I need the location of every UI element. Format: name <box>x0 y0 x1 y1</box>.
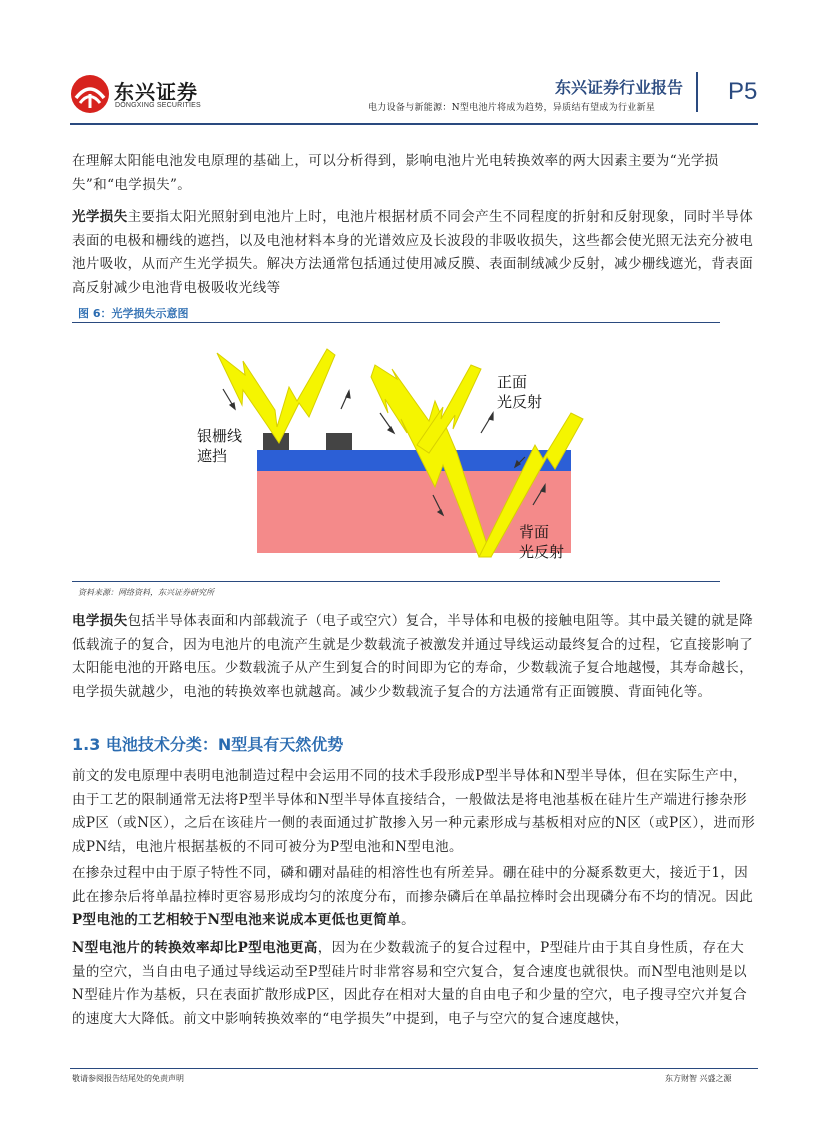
logo-text-en: DONGXING SECURITIES <box>115 102 201 109</box>
section-heading: 1.3 电池技术分类：N型具有天然优势 <box>72 735 344 754</box>
report-title: 东兴证券行业报告 <box>555 78 684 97</box>
report-subtitle: 电力设备与新能源：N型电池片将成为趋势，异质结有望成为行业新星 <box>368 103 656 113</box>
paragraph-n-type-efficiency <box>72 937 758 1031</box>
n-type-text: ，因为在少数载流子的复合过程中，P型硅片由于其自身性质，存在大量的空穴，当自由电子通过导线运动至P型硅片时非常容易和空穴复合，复合速度也就很快。而N型电池则是以N型硅片作为基板，只在表面扩散形成P区，因此存在相对大量的自由电子和少量的空穴，电子搜寻空穴并复合的速度大大降低。前文中影响转换效率的“电学损失”中提到，电子与空穴的复合速度越快， <box>72 940 747 1027</box>
page-number: P5 <box>728 78 758 105</box>
header-rule <box>70 123 758 125</box>
paragraph-intro: 在理解太阳能电池发电原理的基础上，可以分析得到，影响电池片光电转换效率的两大因素主要为“光学损失”和“电学损失”。 <box>72 153 719 193</box>
doping-end: 。 <box>401 912 415 928</box>
header-divider <box>696 72 698 112</box>
doping-conclusion: P型电池的工艺相较于N型电池来说成本更低也更简单 <box>72 912 402 928</box>
term-optical-loss: 光学损失 <box>72 209 128 225</box>
label-front-reflection-2: 光反射 <box>497 393 543 411</box>
doping-text: 在掺杂过程中由于原子特性不同，磷和硼对晶硅的相溶性也有所差异。硼在硅中的分凝系数更大，接近于1，因此在掺杂后将单晶拉棒时更容易形成均匀的浓度分布，而掺杂磷后在单晶拉棒时会出现磷分布不均的情况。因此 <box>72 865 754 905</box>
label-front-reflection-1: 正面 <box>497 373 528 391</box>
figure-source: 资料来源：网络资料，东兴证券研究所 <box>78 588 214 597</box>
paragraph-optical-loss <box>72 206 758 300</box>
label-grid-line-2: 遮挡 <box>197 447 228 465</box>
term-electrical-loss: 电学损失 <box>72 613 128 629</box>
footer-rule <box>70 1068 758 1069</box>
label-back-reflection-2: 光反射 <box>519 543 565 561</box>
electrical-loss-text: 包括半导体表面和内部载流子（电子或空穴）复合，半导体和电极的接触电阻等。其中最关键的就是降低载流子的复合，因为电池片的电流产生就是少数载流子被激发并通过导线运动最终复合的过程，它直接影响了太阳能电池的开路电压。少数载流子从产生到复合的时间即为它的寿命，少数载流子复合地越慢，其寿命越长，电学损失就越少，电池的转换效率也就越高。减少少数载流子复合的方法通常有正面镀膜、背面钝化等。 <box>72 613 754 700</box>
dongxing-logo-icon <box>70 74 110 114</box>
optical-loss-diagram <box>185 335 605 570</box>
footer-disclaimer: 敬请参阅报告结尾处的免责声明 <box>72 1074 184 1083</box>
paragraph-electrical-loss <box>72 610 758 704</box>
n-type-claim: N型电池片的转换效率却比P型电池更高 <box>72 940 318 956</box>
optical-loss-text: 主要指太阳光照射到电池片上时，电池片根据材质不同会产生不同程度的折射和反射现象，同时半导体表面的电极和栅线的遮挡，以及电池材料本身的光谱效应及长波段的非吸收损失，这些都会使光照无法充分被电池片吸收，从而产生光学损失。解决方法通常包括通过使用减反膜、表面制绒减少反射，减少栅线遮光，背表面高反射减少电池背电极吸收光线等 <box>72 209 754 296</box>
paragraph-pn-junction: 前文的发电原理中表明电池制造过程中会运用不同的技术手段形成P型半导体和N型半导体，但在实际生产中，由于工艺的限制通常无法将P型半导体和N型半导体直接结合，一般做法是将电池基板在硅片生产端进行掺杂形成P区（或N区），之后在该硅片一侧的表面通过扩散掺入另一种元素形成与基板相对应的N区（或P区），进而形成PN结，电池片根据基板的不同可被分为P型电池和N型电池。 <box>72 768 756 855</box>
footer-slogan: 东方财智 兴盛之源 <box>665 1074 732 1083</box>
grid-line-2 <box>326 433 352 450</box>
label-grid-line-1: 银栅线 <box>197 427 243 445</box>
figure-top-rule <box>72 322 720 323</box>
figure-bottom-rule <box>72 581 720 582</box>
figure-caption: 图 6：光学损失示意图 <box>78 307 189 320</box>
label-back-reflection-1: 背面 <box>519 523 550 541</box>
logo-text-cn: 东兴证券 <box>114 80 198 104</box>
paragraph-doping <box>72 862 758 933</box>
